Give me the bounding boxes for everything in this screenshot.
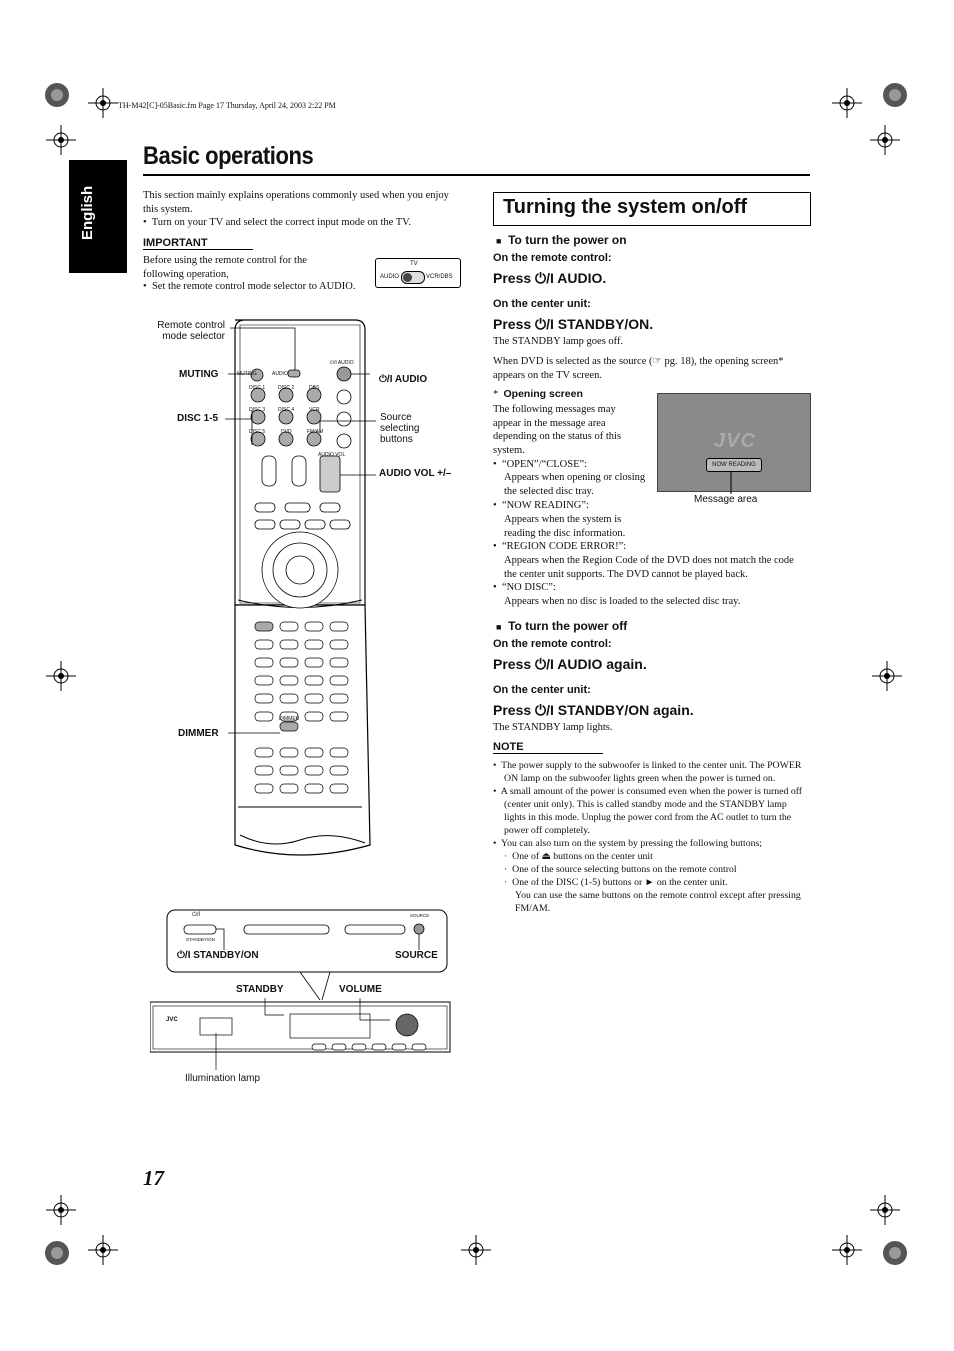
msg1: • “OPEN”/“CLOSE”: [493, 459, 588, 470]
language-tab [69, 160, 127, 273]
power-on-remote-press: Press ⏻/I AUDIO. [493, 270, 607, 286]
crosshair-icon [46, 661, 76, 691]
crosshair-icon [872, 661, 902, 691]
remote-btn-vcr-label: VCR [309, 407, 320, 413]
note-list [493, 759, 809, 915]
note-bullet-2: • A small amount of the power is consumed even when the power is turned off (center unit only). This is called standby mode and the STANDBY lamp lights in this mode. Unplug the power cord from the AC outlet to turn the power off completely. [493, 786, 803, 836]
msg4: • “NO DISC”: [493, 582, 556, 593]
power-off-unit-press: Press ⏻/I STANDBY/ON again. [493, 702, 694, 718]
msg3: • “REGION CODE ERROR!”: [493, 541, 627, 552]
selector-switch[interactable] [401, 271, 425, 284]
intro-text: This section mainly explains operations commonly used when you enjoy this system. [143, 190, 449, 215]
standby-on-label: ⏻/I STANDBY/ON [177, 950, 259, 961]
registration-mark-icon [880, 80, 910, 110]
remote-control-illustration [140, 315, 480, 860]
crosshair-icon [46, 1195, 76, 1225]
power-off-remote-press: Press ⏻/I AUDIO again. [493, 656, 647, 672]
screen-logo: JVC [714, 430, 756, 452]
note-sub-3: · One of the DISC (1-5) buttons or ► on the center unit. [504, 877, 728, 888]
note-sub-1: · One of ⏏ buttons on the center unit [504, 851, 653, 862]
crosshair-icon [88, 1235, 118, 1265]
language-tab-label: English [79, 185, 96, 240]
remote-btn-muting-label: MUTING [237, 371, 257, 377]
remote-btn-disc1-label: DISC 1 [249, 385, 266, 391]
remote-btn-audiovol-label: AUDIO VOL [318, 452, 346, 458]
disc-label: DISC 1-5 [177, 413, 219, 424]
center-unit-illustration [150, 905, 460, 1070]
power-off-lamp-note: The STANDBY lamp lights. [493, 722, 613, 733]
registration-mark-icon [42, 80, 72, 110]
important-text: Before using the remote control for the following operation, [143, 255, 307, 280]
illumination-lamp-label: Illumination lamp [185, 1073, 261, 1084]
volume-label: VOLUME [339, 984, 382, 995]
note-bullet-3: • You can also turn on the system by pressing the following buttons; [493, 838, 763, 849]
source-label: SOURCE [395, 950, 438, 961]
crosshair-icon [832, 88, 862, 118]
crosshair-icon [88, 88, 118, 118]
remote-btn-power-label: ⏻/I AUDIO [330, 360, 354, 366]
audio-power-label: ⏻/I AUDIO [379, 374, 428, 385]
important-heading: IMPORTANT [143, 237, 253, 250]
source-buttons-label: Source selecting buttons [380, 412, 420, 445]
unit-brand: JVC [166, 1017, 178, 1023]
power-on-heading: ■ To turn the power on [496, 233, 627, 247]
remote-btn-disc4-label: DISC 4 [278, 407, 295, 413]
remote-btn-disc5-label: DISC 5 [249, 429, 266, 435]
audio-vol-label: AUDIO VOL +/– [379, 468, 452, 479]
remote-btn-dimmer-label: DIMMER [279, 716, 300, 722]
msg4-text: Appears when no disc is loaded to the selected disc tray. [504, 596, 741, 607]
mode-selector-label: Remote control mode selector [157, 320, 225, 342]
note-sub-2: · One of the source selecting buttons on the remote control [504, 864, 737, 875]
standby-lamp-label: STANDBY [236, 984, 284, 995]
remote-btn-disc3-label: DISC 3 [249, 407, 266, 413]
power-on-remote-label: On the remote control: [493, 252, 612, 264]
message-area-label: Message area [694, 494, 758, 505]
crosshair-icon [461, 1235, 491, 1265]
power-off-heading: ■ To turn the power off [496, 619, 628, 633]
crosshair-icon [870, 1195, 900, 1225]
msg2-text: Appears when the system is reading the disc information. [504, 514, 626, 539]
muting-label: MUTING [179, 369, 219, 380]
opening-screen-heading: * Opening screen [493, 388, 583, 400]
crosshair-icon [870, 125, 900, 155]
intro-bullet: • Turn on your TV and select the correct input mode on the TV. [143, 217, 412, 228]
note-sub-3b: You can use the same buttons on the remote control except after pressing FM/AM. [515, 890, 801, 914]
panel-standby-label: STANDBY/ON [186, 937, 215, 942]
crosshair-icon [46, 125, 76, 155]
mode-selector-diagram [375, 258, 461, 288]
selector-audio-label: AUDIO [380, 274, 400, 280]
screen-message: NOW READING [706, 458, 762, 472]
power-on-lamp-note: The STANDBY lamp goes off. [493, 336, 624, 347]
selector-vcr-label: VCR/DBS [426, 274, 453, 280]
msg3-text: Appears when the Region Code of the DVD does not match the code the center unit supports. The DVD cannot be played back. [504, 555, 794, 580]
msg1-text: Appears when opening or closing the selected disc tray. [504, 472, 646, 497]
page-title: Basic operations [143, 142, 314, 170]
remote-btn-audio-label: AUDIO [272, 371, 288, 377]
power-on-dvd-note: When DVD is selected as the source (☞ pg. 18), the opening screen* appears on the TV screen. [493, 356, 784, 381]
note-heading: NOTE [493, 741, 603, 754]
registration-mark-icon [42, 1238, 72, 1268]
opening-screen-text: The following messages may appear in the message area depending on the status of this system. [493, 404, 622, 456]
important-bullet: • Set the remote control mode selector to AUDIO. [143, 281, 356, 292]
power-off-unit-label: On the center unit: [493, 684, 591, 696]
page-number: 17 [143, 1166, 164, 1190]
remote-btn-disc2-label: DISC 2 [278, 385, 295, 391]
tv-screen-illustration [657, 393, 811, 492]
section-title: Turning the system on/off [503, 196, 748, 218]
power-on-unit-label: On the center unit: [493, 298, 591, 310]
remote-btn-dbs-label: DBS [309, 385, 320, 391]
remote-btn-fmam-label: FM/AM [307, 429, 324, 435]
power-off-remote-label: On the remote control: [493, 638, 612, 650]
note-bullet-1: • The power supply to the subwoofer is linked to the center unit. The POWER ON lamp on the subwoofer lights green when the power is turned on. [493, 760, 802, 784]
panel-source-label: SOURCE [410, 913, 430, 918]
title-rule [143, 174, 810, 176]
message-area-pointer [728, 472, 734, 496]
msg2: • “NOW READING”: [493, 500, 589, 511]
power-on-unit-press: Press ⏻/I STANDBY/ON. [493, 316, 654, 332]
crosshair-icon [832, 1235, 862, 1265]
registration-mark-icon [880, 1238, 910, 1268]
panel-power-label: ⏻/I [192, 912, 201, 918]
section-title-box [493, 192, 811, 226]
remote-btn-dvd-label: DVD [281, 429, 292, 435]
dimmer-label: DIMMER [178, 728, 219, 739]
selector-tv-label: TV [410, 261, 418, 267]
file-header: TH-M42[C]-05Basic.fm Page 17 Thursday, April 24, 2003 2:22 PM [118, 101, 336, 110]
